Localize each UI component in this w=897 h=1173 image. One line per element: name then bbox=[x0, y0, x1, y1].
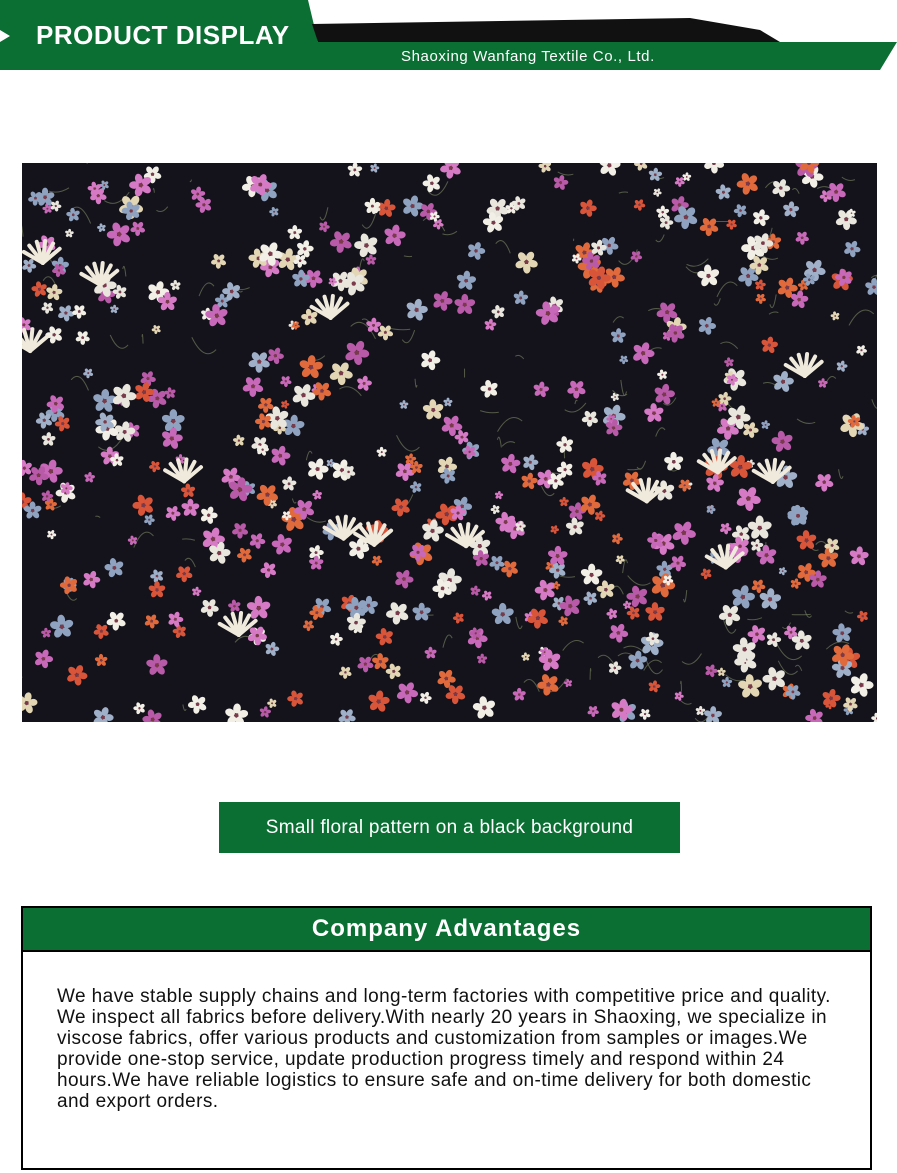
product-image bbox=[22, 163, 877, 722]
page-title: PRODUCT DISPLAY bbox=[36, 20, 290, 50]
page-header bbox=[0, 0, 897, 72]
company-name: Shaoxing Wanfang Textile Co., Ltd. bbox=[401, 48, 655, 65]
advantages-title: Company Advantages bbox=[23, 908, 870, 952]
product-caption: Small floral pattern on a black background bbox=[219, 802, 680, 853]
company-advantages-panel bbox=[21, 906, 872, 1170]
floral-fabric-pattern bbox=[22, 163, 877, 722]
advantages-text: We have stable supply chains and long-term factories with competitive price and quality. We inspect all fabrics before delivery.With nearly 20 years in Shaoxing, we specialize in viscose fabrics, offer various products and customization from samples or images.We provide one-stop service, update production progress timely and respond within 24 hours.We have reliable logistics to ensure safe and on-time delivery for both domestic and export orders. bbox=[57, 986, 831, 1112]
